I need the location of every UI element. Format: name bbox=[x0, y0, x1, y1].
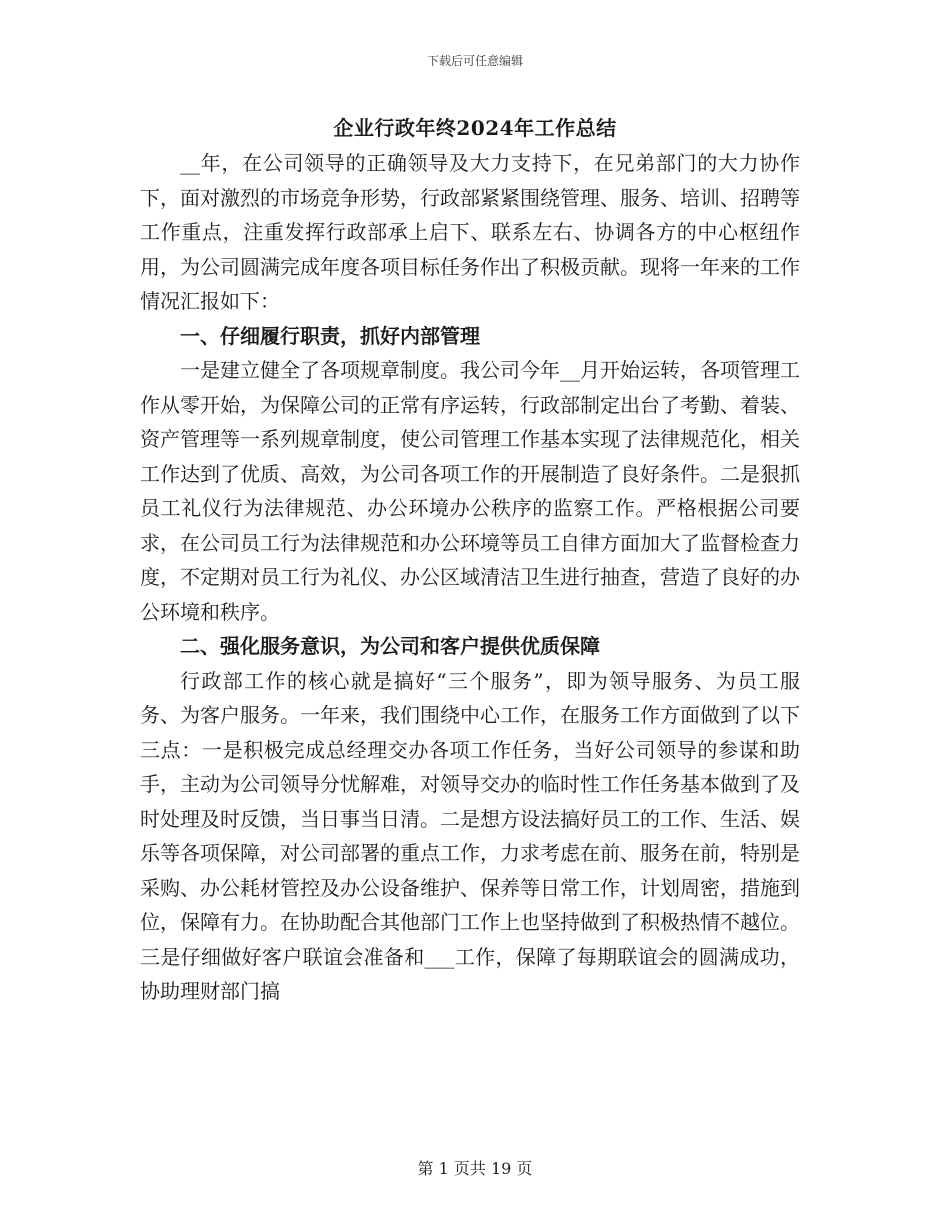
page-footer: 第 1 页共 19 页 bbox=[417, 1159, 533, 1178]
section-2-paragraph: 行政部工作的核心就是搞好“三个服务”，即为领导服务、为员工服务、为客户服务。一年来，我们围绕中心工作，在服务工作方面做到了以下三点：一是积极完成总经理交办各项工作任务，当好公司领导的参谋和助手，主动为公司领导分忧解难，对领导交办的临时性工作任务基本做到了及时处理及时反馈，当日事当日清。二是想方设法搞好员工的工作、生活、娱乐等各项保障，对公司部署的重点工作，力求考虑在前、服务在前，特别是采购、办公耗材管控及办公设备维护、保养等日常工作，计划周密，措施到位，保障有力。在协助配合其他部门工作上也坚持做到了积极热情不越位。三是仔细做好客户联谊会准备和___工作，保障了每期联谊会的圆满成功，协助理财部门搞 bbox=[140, 668, 800, 1003]
document-title: 企业行政年终2024年工作总结 bbox=[333, 116, 617, 140]
section-heading-2: 二、强化服务意识，为公司和客户提供优质保障 bbox=[180, 634, 600, 658]
document-body bbox=[140, 146, 800, 1009]
intro-paragraph: __年，在公司领导的正确领导及大力支持下，在兄弟部门的大力协作下，面对激烈的市场竞争形势，行政部紧紧围绕管理、服务、培训、招聘等工作重点，注重发挥行政部承上启下、联系左右、协调各方的中心枢纽作用，为公司圆满完成年度各项目标任务作出了积极贡献。现将一年来的工作情况汇报如下： bbox=[140, 151, 800, 313]
section-1-paragraph: 一是建立健全了各项规章制度。我公司今年__月开始运转，各项管理工作从零开始，为保障公司的正常有序运转，行政部制定出台了考勤、着装、资产管理等一系列规章制度，使公司管理工作基本实现了法律规范化，相关工作达到了优质、高效，为公司各项工作的开展制造了良好条件。二是狠抓员工礼仪行为法律规范、办公环境办公秩序的监察工作。严格根据公司要求，在公司员工行为法律规范和办公环境等员工自律方面加大了监督检查力度，不定期对员工行为礼仪、办公区域清洁卫生进行抽查，营造了良好的办公环境和秩序。 bbox=[140, 358, 800, 624]
section-heading-1: 一、仔细履行职责，抓好内部管理 bbox=[180, 323, 480, 348]
page-header: 下载后可任意编辑 bbox=[426, 54, 523, 68]
